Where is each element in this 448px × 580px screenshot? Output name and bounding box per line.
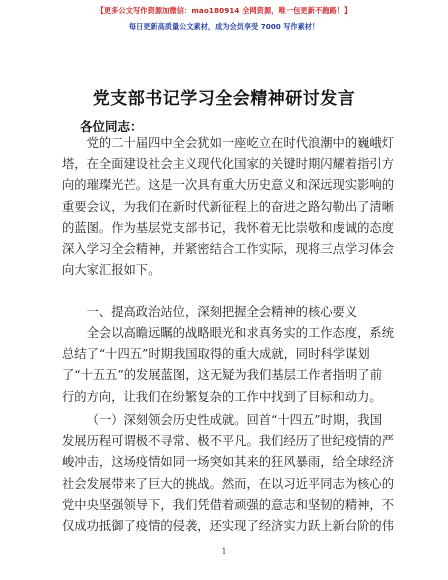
- section-heading-1: [62, 302, 388, 323]
- paragraph-line: 发展历程可谓极不寻常、极不平凡。我们经历了世纪疫情的严: [62, 434, 395, 449]
- paragraph-line: 重要会议，为我们在新时代新征程上的奋进之路勾勒出了清晰: [62, 199, 395, 214]
- greeting: 各位同志：: [80, 119, 143, 134]
- paragraph-line: 向的璀璨光芒。这是一次具有重大历史意义和深远现实影响的: [62, 178, 395, 193]
- paragraph-line: （一）深刻领会历史性成就。回首“十四五”时期，我国: [86, 413, 382, 427]
- paragraph-line: 党中央坚强领导下，我们凭借着顽强的意志和坚韧的精神，不: [62, 497, 395, 512]
- paragraph-line: 总结了“十四五”时期我国取得的重大成就，同时科学谋划: [62, 347, 370, 362]
- promo-banner-line-1: 【更多公文写作资源加微信：mao180914 全网资源，唯一包更新不跑路！】: [96, 6, 352, 15]
- document-title: 党支部书记学习全会精神研讨发言: [92, 89, 356, 109]
- page-number: 1: [221, 547, 227, 556]
- paragraph-line: 行的方向，让我们在纷繁复杂的工作中找到了目标和动力。: [62, 389, 382, 404]
- paragraph-intro: [62, 133, 395, 281]
- paragraph-line: 仅成功抵御了疫情的侵袭，还实现了经济实力跃上新台阶的伟: [62, 519, 395, 534]
- section-heading-text: 一、提高政治站位，深刻把握全会精神的核心要义: [86, 305, 358, 319]
- paragraph-line: 向大家汇报如下。: [62, 263, 161, 278]
- paragraph-section-1: [62, 323, 395, 408]
- paragraph-line: 峻冲击，这场疫情如同一场突如其来的狂风暴雨，给全球经济: [62, 455, 395, 470]
- promo-banner-line-2: 每日更新高质量公文素材，成为会员享受 7000 写作素材！: [128, 22, 320, 31]
- paragraph-line: 的蓝图。作为基层党支部书记，我怀着无比崇敬和虔诚的态度: [62, 220, 395, 235]
- paragraph-line: 党的二十届四中全会犹如一座屹立在时代浪潮中的巍峨灯: [86, 136, 395, 150]
- paragraph-line: 全会以高瞻远瞩的战略眼光和求真务实的工作态度，系统: [86, 326, 395, 340]
- paragraph-line: 塔，在全面建设社会主义现代化国家的关键时期闪耀着指引方: [62, 157, 395, 172]
- paragraph-subsection-1: [62, 410, 395, 537]
- paragraph-line: 社会发展带来了巨大的挑战。然而，在以习近平同志为核心的: [62, 476, 395, 491]
- paragraph-line: 深入学习全会精神，并紧密结合工作实际，现将三点学习体会: [62, 242, 395, 257]
- paragraph-line: 了“十五五”的发展蓝图，这无疑为我们基层工作者指明了前: [62, 368, 382, 383]
